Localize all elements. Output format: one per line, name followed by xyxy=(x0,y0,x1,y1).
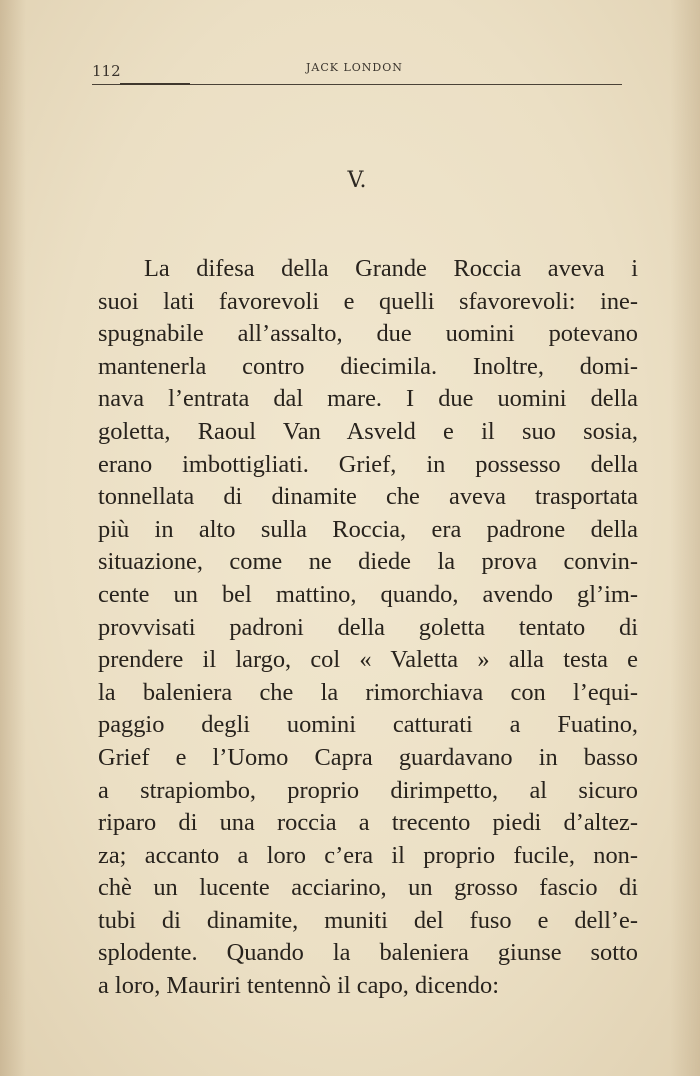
text-line: suoi lati favorevoli e quelli sfavorevoli: ine- xyxy=(98,287,638,315)
text-line: la baleniera che la rimorchiava con l’equi- xyxy=(98,678,638,706)
text-line: a loro, Mauriri tentennò il capo, dicendo: xyxy=(98,972,499,1000)
text-line: riparo di una roccia a trecento piedi d’altez- xyxy=(98,809,638,837)
running-head xyxy=(92,60,620,82)
chapter-number: V. xyxy=(347,168,367,193)
text-line: La difesa della Grande Roccia aveva i xyxy=(144,255,638,282)
page-left-shadow xyxy=(0,0,26,1076)
page-number: 112 xyxy=(92,62,121,80)
text-line: spugnabile all’assalto, due uomini potevano xyxy=(98,320,638,348)
body-paragraph xyxy=(98,253,638,1003)
page-right-shadow xyxy=(670,0,700,1076)
text-line: tonnellata di dinamite che aveva trasportata xyxy=(98,483,638,511)
text-line: più in alto sulla Roccia, era padrone della xyxy=(98,515,638,543)
text-line: erano imbottigliati. Grief, in possesso della xyxy=(98,450,638,478)
text-line: paggio degli uomini catturati a Fuatino, xyxy=(98,711,638,739)
text-line: goletta, Raoul Van Asveld e il suo sosia, xyxy=(98,417,638,445)
text-line: za; accanto a loro c’era il proprio fucile, non- xyxy=(98,841,638,869)
text-line: provvisati padroni della goletta tentato di xyxy=(98,613,638,641)
text-line: cente un bel mattino, quando, avendo gl’im- xyxy=(98,580,638,608)
text-line: prendere il largo, col « Valetta » alla testa e xyxy=(98,646,638,674)
text-line: situazione, come ne diede la prova convin- xyxy=(98,548,638,576)
text-line: chè un lucente acciarino, un grosso fascio di xyxy=(98,874,638,902)
header-rule-accent xyxy=(120,83,190,85)
text-line: a strapiombo, proprio dirimpetto, al sicuro xyxy=(98,776,638,804)
text-line: mantenerla contro diecimila. Inoltre, domi- xyxy=(98,352,638,380)
text-line: splodente. Quando la baleniera giunse sotto xyxy=(98,939,638,967)
text-line: Grief e l’Uomo Capra guardavano in basso xyxy=(98,743,638,771)
text-line: tubi di dinamite, muniti del fuso e dell’e- xyxy=(98,906,638,934)
running-head-author: JACK LONDON xyxy=(306,61,403,74)
text-line: nava l’entrata dal mare. I due uomini della xyxy=(98,385,638,413)
